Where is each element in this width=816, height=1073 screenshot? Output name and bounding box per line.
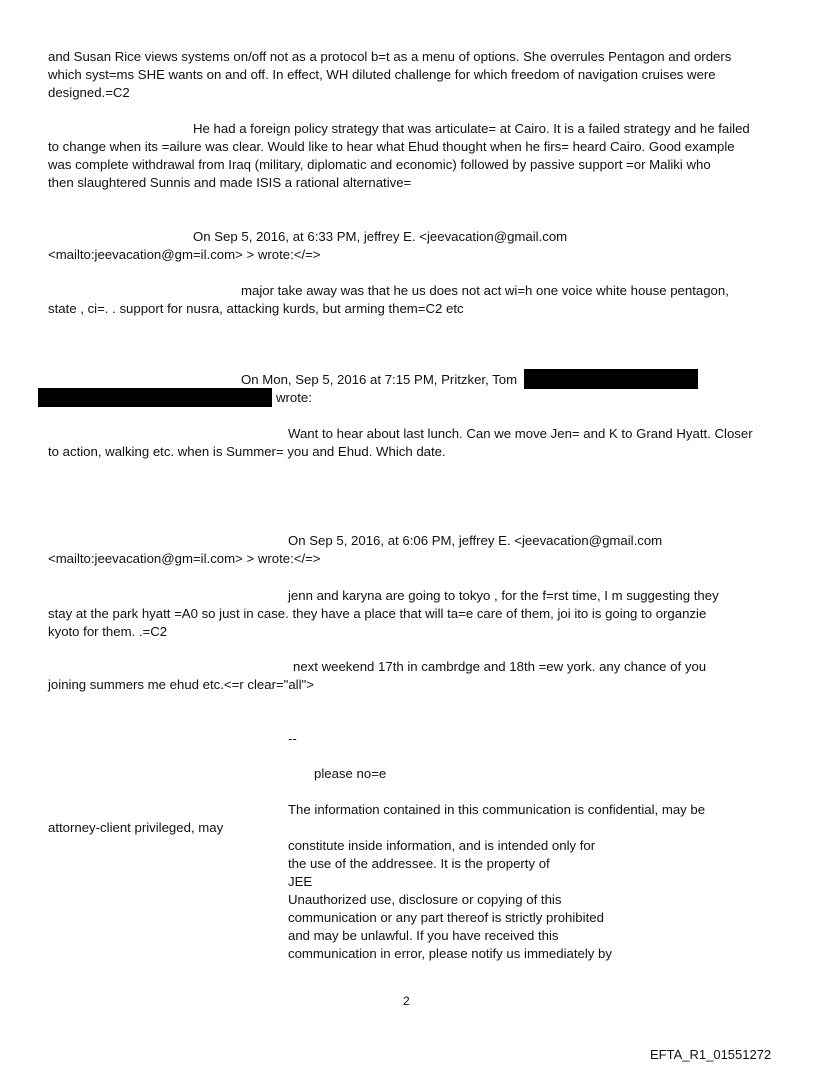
disclaimer-line-8: and may be unlawful. If you have received this [288,928,559,943]
redaction-box [38,388,272,407]
signature-separator: -- [288,731,297,746]
paragraph-4-line-1: Want to hear about last lunch. Can we move Jen= and K to Grand Hyatt. Closer [288,426,753,441]
quoted-header-1-line-2: <mailto:jeevacation@gm=il.com> > wrote:</=> [48,247,321,262]
disclaimer-line-5: JEE [288,874,313,889]
paragraph-1-line-3: designed.=C2 [48,85,130,100]
signature-please-note: please no=e [314,766,387,781]
paragraph-3-line-1: major take away was that he us does not act wi=h one voice white house pentagon, [241,283,729,298]
quoted-header-1-line-1: On Sep 5, 2016, at 6:33 PM, jeffrey E. <jeevacation@gmail.com [193,229,568,244]
paragraph-4-line-2: to action, walking etc. when is Summer= you and Ehud. Which date. [48,444,446,459]
paragraph-5-line-2: stay at the park hyatt =A0 so just in case. they have a place that will ta=e care of them, joi ito is going to organzie [48,606,707,621]
redaction-box [524,369,698,389]
paragraph-1-line-2: which syst=ms SHE wants on and off. In effect, WH diluted challenge for which freedom of navigation cruises were [48,67,716,82]
disclaimer-line-4: the use of the addressee. It is the property of [288,856,550,871]
paragraph-2-line-4: then slaughtered Sunnis and made ISIS a rational alternative= [48,175,412,190]
paragraph-2-line-3: was complete withdrawal from Iraq (military, diplomatic and economic) followed by passive support =or Maliki who [48,157,711,172]
bates-number: EFTA_R1_01551272 [650,1047,772,1062]
disclaimer-line-7: communication or any part thereof is strictly prohibited [288,910,604,925]
disclaimer-line-2: attorney-client privileged, may [48,820,224,835]
disclaimer-line-6: Unauthorized use, disclosure or copying of this [288,892,562,907]
disclaimer-line-3: constitute inside information, and is intended only for [288,838,596,853]
quoted-header-3-line-1: On Sep 5, 2016, at 6:06 PM, jeffrey E. <jeevacation@gmail.com [288,533,663,548]
page-number: 2 [403,994,410,1008]
paragraph-6-line-2: joining summers me ehud etc.<=r clear="all"> [48,677,314,692]
quoted-header-2-line-2: wrote: [276,390,312,405]
paragraph-1-line-1: and Susan Rice views systems on/off not as a protocol b=t as a menu of options. She overrules Pentagon and orders [48,49,732,64]
disclaimer-line-9: communication in error, please notify us immediately by [288,946,612,961]
paragraph-5-line-1: jenn and karyna are going to tokyo , for the f=rst time, I m suggesting they [288,588,719,603]
paragraph-2-line-1: He had a foreign policy strategy that was articulate= at Cairo. It is a failed strategy and he failed [193,121,750,136]
paragraph-5-line-3: kyoto for them. .=C2 [48,624,168,639]
disclaimer-line-1: The information contained in this communication is confidential, may be [288,802,706,817]
quoted-header-2-line-1: On Mon, Sep 5, 2016 at 7:15 PM, Pritzker, Tom [241,372,518,387]
paragraph-3-line-2: state , ci=. . support for nusra, attacking kurds, but arming them=C2 etc [48,301,464,316]
paragraph-6-line-1: next weekend 17th in cambrdge and 18th =ew york. any chance of you [293,659,707,674]
paragraph-2-line-2: to change when its =ailure was clear. Would like to hear what Ehud thought when he firs= heard Cairo. Good example [48,139,735,154]
quoted-header-3-line-2: <mailto:jeevacation@gm=il.com> > wrote:</=> [48,551,321,566]
